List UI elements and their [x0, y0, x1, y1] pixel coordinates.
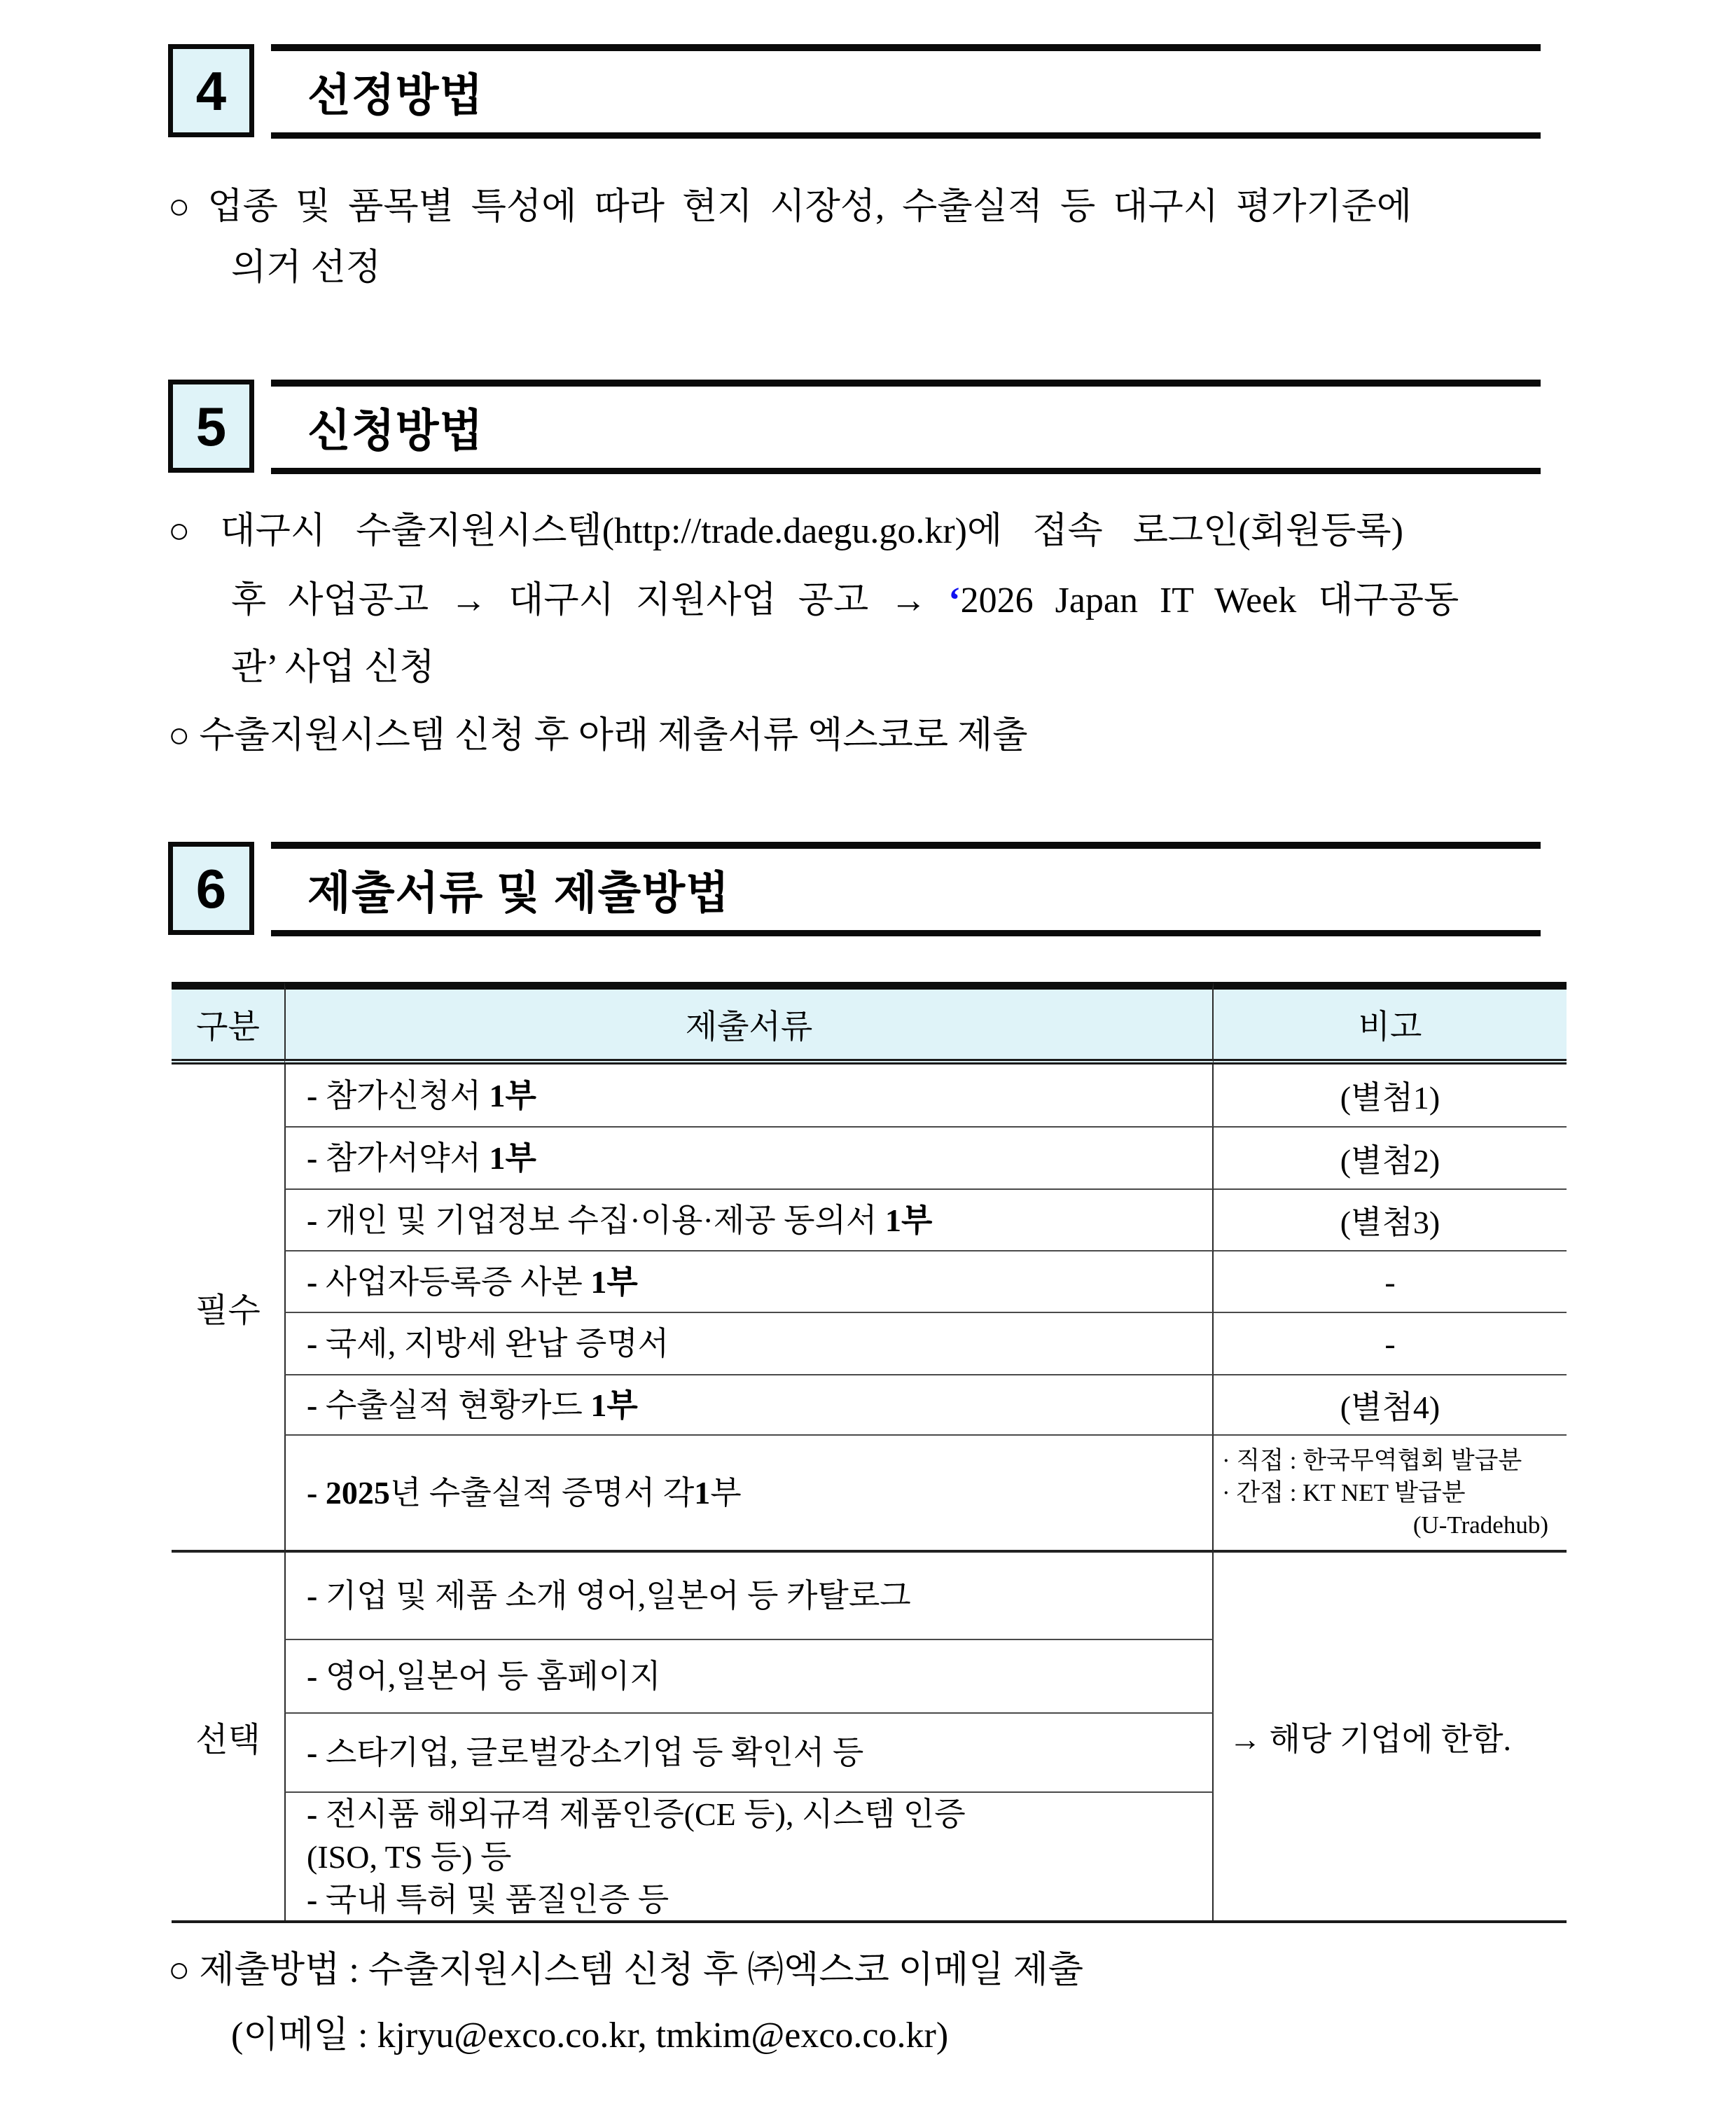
text-line: - 2025년 수출실적 증명서 각1부 — [307, 1475, 742, 1511]
doc-cell — [284, 1312, 1214, 1374]
text-line: (별첨3) — [1340, 1205, 1440, 1240]
apply-method-line-2 — [231, 580, 1459, 622]
text-line: (별첨4) — [1340, 1389, 1440, 1425]
section-4-title: 선정방법 — [307, 70, 484, 120]
text-line: (ISO, TS 등) 등 — [307, 1838, 512, 1875]
text-line: (별첨2) — [1340, 1142, 1440, 1179]
doc-cell — [284, 1434, 1214, 1550]
text-line: - 사업자등록증 사본 1부 — [307, 1263, 638, 1300]
apply-path-text: 후 사업공고 → 대구시 지원사업 공고 → — [231, 581, 949, 620]
text-line: - 개인 및 기업정보 수집·이용·제공 동의서 1부 — [307, 1202, 933, 1238]
apply-method-line-4: ○ 수출지원시스템 신청 후 아래 제출서류 엑스코로 제출 — [168, 716, 1028, 756]
section-4-title-bar — [271, 44, 1541, 139]
apply-method-line-1: ○ 대구시 수출지원시스템(http://trade.daegu.go.kr)에 접속 로그인(회원등록) — [168, 511, 1403, 551]
table-header-cell: 비고 — [1214, 982, 1567, 1065]
table-header-cell: 제출서류 — [284, 982, 1214, 1065]
submission-documents-table — [172, 982, 1567, 1923]
doc-cell — [284, 1250, 1214, 1312]
section-4-number-box: 4 — [168, 44, 254, 137]
text-line: - 수출실적 현황카드 1부 — [307, 1387, 638, 1423]
text-line: - 영어,일본어 등 홈페이지 — [307, 1658, 661, 1694]
section-5-title-bar — [271, 380, 1541, 474]
section-6-title: 제출서류 및 제출방법 — [307, 868, 730, 918]
bigo-cell — [1214, 1065, 1567, 1126]
selection-method-line-2: 의거 선정 — [231, 248, 381, 288]
doc-cell — [284, 1639, 1214, 1712]
section-6-number-box: 6 — [168, 842, 254, 935]
text-line: - 참가신청서 1부 — [307, 1077, 536, 1114]
doc-cell — [284, 1065, 1214, 1126]
text-line: - 기업 및 제품 소개 영어,일본어 등 카탈로그 — [307, 1578, 911, 1614]
text-line: (별첨1) — [1340, 1080, 1440, 1116]
bigo-cell — [1214, 1374, 1567, 1434]
bigo-cell — [1214, 1434, 1567, 1550]
doc-cell — [284, 1550, 1214, 1639]
bigo-cell — [1214, 1312, 1567, 1374]
section-6-title-bar — [271, 842, 1541, 936]
doc-cell — [284, 1712, 1214, 1791]
section-6-header — [168, 842, 1541, 935]
text-line: - 스타기업, 글로벌강소기업 등 확인서 등 — [307, 1735, 864, 1770]
text-line: - 전시품 해외규격 제품인증(CE 등), 시스템 인증 — [307, 1796, 966, 1832]
text-line: · 직접 : 한국무역협회 발급분 — [1222, 1446, 1522, 1474]
doc-cell — [284, 1188, 1214, 1250]
apply-method-line-3: 관’ 사업 신청 — [231, 648, 435, 688]
text-line: - — [1384, 1326, 1396, 1361]
section-5-title: 신청방법 — [307, 405, 484, 456]
doc-cell — [284, 1374, 1214, 1434]
group-label-cell: 필수 — [195, 1292, 261, 1329]
submit-email-line: (이메일 : kjryu@exco.co.kr, tmkim@exco.co.kr) — [231, 2016, 949, 2055]
section-5-header — [168, 380, 1541, 473]
text-line: - 국세, 지방세 완납 증명서 — [307, 1326, 669, 1361]
text-line: - 국내 특허 및 품질인증 등 — [307, 1881, 669, 1918]
section-5-number-box: 5 — [168, 380, 254, 473]
doc-cell — [284, 1126, 1214, 1188]
doc-cell — [284, 1791, 1214, 1920]
open-quote-mark: ‘ — [948, 581, 961, 620]
bigo-merged-cell: → 해당 기업에 한함. — [1214, 1550, 1567, 1920]
table-header-cell: 구분 — [172, 982, 284, 1065]
section-4-header — [168, 44, 1541, 137]
selection-method-line-1: ○ 업종 및 품목별 특성에 따라 현지 시장성, 수출실적 등 대구시 평가기준에 — [168, 187, 1412, 227]
submit-method-line: ○ 제출방법 : 수출지원시스템 신청 후 ㈜엑스코 이메일 제출 — [168, 1950, 1083, 1990]
text-line: - — [1384, 1263, 1396, 1300]
group-label-cell: 선택 — [172, 1550, 284, 1920]
event-name-text: 2026 Japan IT Week 대구공동 — [960, 581, 1459, 620]
text-line: (U-Tradehub) — [1412, 1511, 1548, 1539]
bigo-cell — [1214, 1188, 1567, 1250]
text-line: - 참가서약서 1부 — [307, 1140, 536, 1176]
bigo-cell — [1214, 1250, 1567, 1312]
bigo-cell — [1214, 1126, 1567, 1188]
text-line: · 간접 : KT NET 발급분 — [1222, 1478, 1466, 1506]
